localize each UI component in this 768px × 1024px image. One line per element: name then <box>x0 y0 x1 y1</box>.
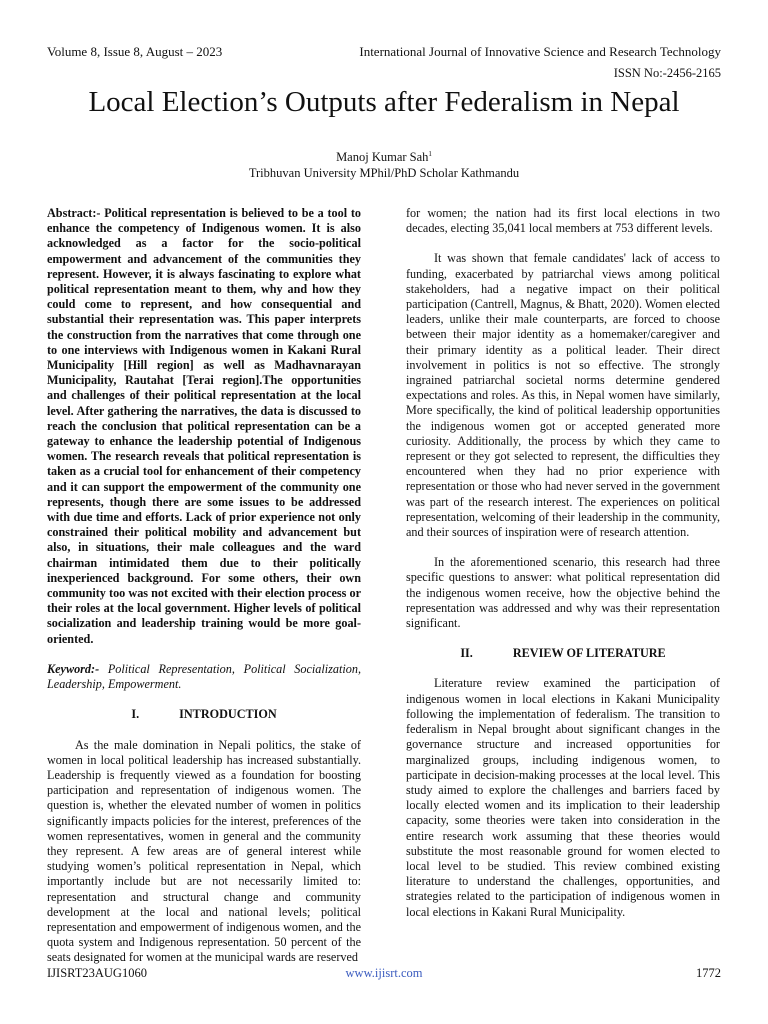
keywords <box>47 662 361 692</box>
section-title: REVIEW OF LITERATURE <box>512 646 666 661</box>
author-block <box>0 146 768 181</box>
author-affiliation: Tribhuvan University MPhil/PhD Scholar Kathmandu <box>248 166 520 181</box>
author-name-line <box>0 146 768 165</box>
journal-url-link[interactable]: www.ijisrt.com <box>345 966 423 980</box>
section-heading-introduction <box>47 707 361 722</box>
right-column <box>406 206 720 920</box>
paragraph-literature-review: Literature review examined the participation of indigenous women in local elections in Kakani Municipality following the implementation of federalism. The transition to federalism in Nepal brought about significant changes in the governance structure and increased opportunities for marginalized groups, including indigenous women, to participate in decision-making processes at the local level. This study aimed to explore the challenges and barriers faced by locally elected women and its implication to their leadership capacity, some theories were taken into consideration in the entire research work assuming that these theories would substitute the most reasonable ground for women elected to local level to be studied. This review combined existing literature to understand the challenges, opportunities, and strategies related to the participation of indigenous women in local elections in Kakani Rural Municipality. <box>406 676 720 919</box>
introduction-paragraph: As the male domination in Nepali politics, the stake of women in local political leadership has increased substantially. Leadership is frequently viewed as a foundation for boosting participation and representation of indigenous women. The question is, whether the elevated number of women in politics significantly impacts policies for the interest, preferences of the women representatives, women in general and the community they represent. A few areas are of general interest while studying women’s political representation in Nepal, which importantly include but are not necessarily limited to: representation and structural change and community development at the local and national levels; political representation and empowerment of indigenous women, and the quota system and Indigenous representation. 50 percent of the seats designated for women at the municipal wards are reserved <box>47 737 361 965</box>
paragraph-research-questions: In the aforementioned scenario, this research had three specific questions to answer: what political representation did the indigenous women receive, how the objective behind the representation was addressed and why was their representation significant. <box>406 555 720 631</box>
section-title: INTRODUCTION <box>179 707 277 722</box>
abstract: Abstract:- Political representation is believed to be a tool to enhance the competency of Indigenous women. It is also acknowledged as a factor for the socio-political empowerment and advancement of the communities they represent. However, it is always fascinating to explore what political representation meant to them, why and how they could come to represent, and how consequential and substantial their representation was. This paper interprets the construction from the narratives that come through one to one interviews with Indigenous women in Kakani Rural Municipality [Hill region] as well as Madhavnarayan Municipality, Rautahat [Terai region].The opportunities and challenges of their political representation at the local level. After gathering the narratives, the data is discussed to reach the conclusion that political representation can be a gateway to enhance the leadership potential of Indigenous women. The research reveals that political representation is taken as a crucial tool for enhancement of their competency and it can support the empowerment of the community one represents, though there are some issues to be addressed with due time and efforts. Lack of prior experience not only constrained their political mobility and advancement but also, in situations, their male colleagues and the ward chairman intimidated them due to their politically inexperienced background. For some others, their own community too was not excited with their election process or their roles at the local government. Higher levels of political socialization and leadership training would be more goal-oriented. <box>47 206 361 646</box>
keywords-text: Political Representation, Political Socialization, Leadership, Empowerment. <box>47 661 362 692</box>
left-column <box>47 206 361 966</box>
author-sup: 1 <box>428 150 432 158</box>
volume-info: Volume 8, Issue 8, August – 2023 <box>47 44 223 59</box>
author-name: Manoj Kumar Sah <box>336 150 429 165</box>
section-number: I. <box>131 707 140 722</box>
journal-name: International Journal of Innovative Science and Research Technology <box>359 44 721 59</box>
section-heading-review <box>406 646 720 661</box>
section-number: II. <box>460 646 473 661</box>
keywords-label: Keyword:- <box>47 661 100 676</box>
issn: ISSN No:-2456-2165 <box>613 66 721 80</box>
continued-paragraph: for women; the nation had its first local elections in two decades, electing 35,041 local members at 753 different levels. <box>406 206 720 236</box>
page-number: 1772 <box>696 966 721 980</box>
paper-id: IJISRT23AUG1060 <box>47 966 147 980</box>
paper-title: Local Election’s Outputs after Federalism in Nepal <box>88 86 680 118</box>
paragraph-barriers: It was shown that female candidates' lack of access to funding, exacerbated by patriarchal views among political stakeholders, had a negative impact on their political participation (Cantrell, Magnus, & Bhatt, 2020). Women elected leaders, unlike their male counterparts, are forced to choose between their major identity as a homemaker/caregiver and their primary identity as a political leader. Their direct involvement in politics is not so effective. The strongly ingrained patriarchal societal norms determine gendered expectations and roles. As this, in Nepal women have similarly, More specifically, the kind of political leadership opportunities the indigenous women got or accepted generated more curiosity. Additionally, the process by which they came to represent or they got selected to represent, the difficulties they encountered when they had no prior experience with representation or those who had never served in the government was part of the research interest. The experiences on political representation, welcoming of their leadership in the community, and their sources of inspiration were of research attention. <box>406 251 720 540</box>
